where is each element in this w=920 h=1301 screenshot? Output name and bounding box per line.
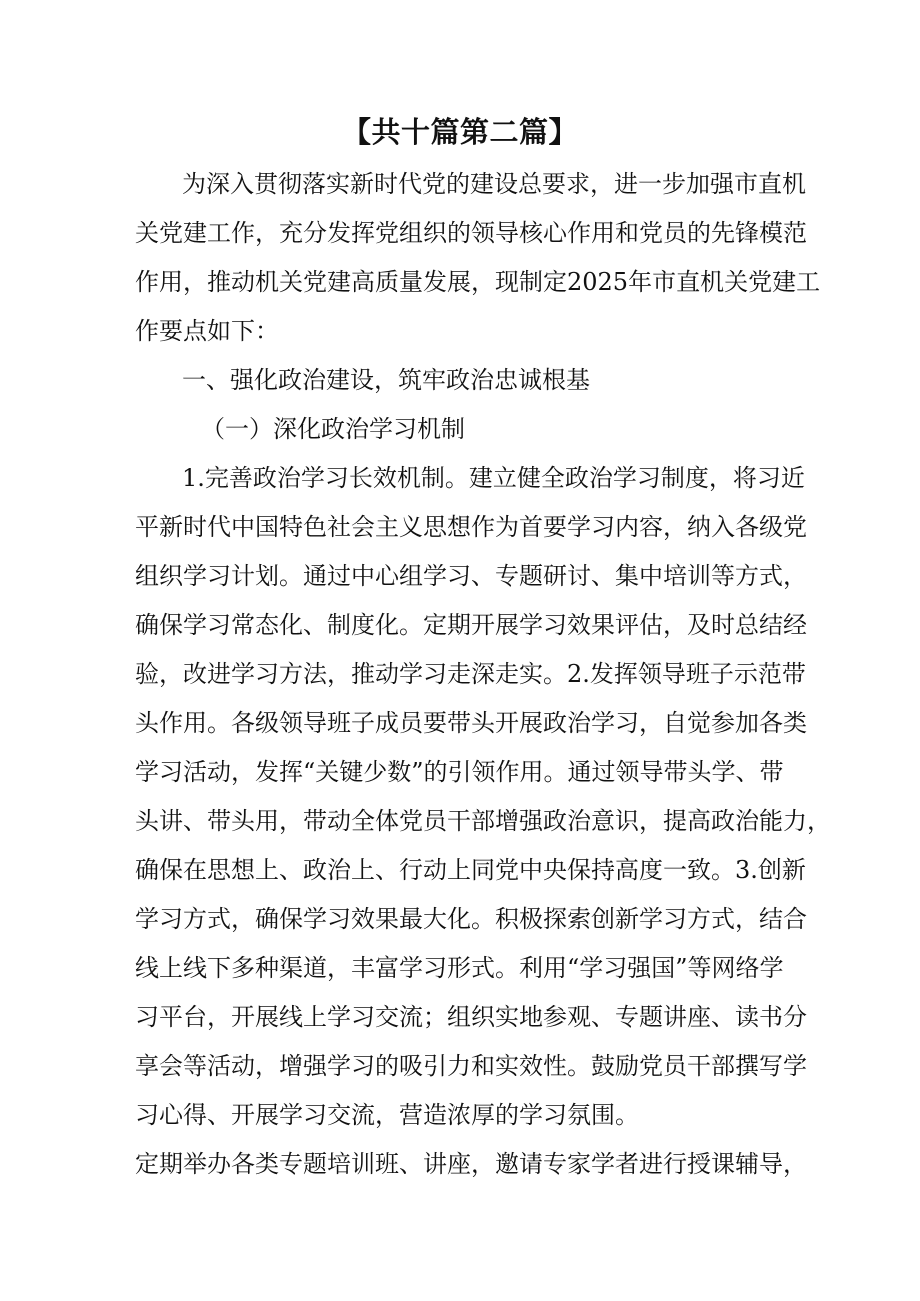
paragraph-line: 学习方式，确保学习效果最大化。积极探索创新学习方式，结合 [135, 905, 807, 933]
paragraph-line: 关党建工作，充分发挥党组织的领导核心作用和党员的先锋模范 [135, 219, 807, 247]
section-heading: 一、强化政治建设，筑牢政治忠诚根基 [182, 366, 590, 394]
paragraph-line: 平新时代中国特色社会主义思想作为首要学习内容，纳入各级党 [135, 513, 807, 541]
paragraph-line: 验，改进学习方法，推动学习走深走实。2.发挥领导班子示范带 [135, 660, 806, 688]
document-title: 【共十篇第二篇】 [341, 115, 578, 149]
paragraph-line: 1.完善政治学习长效机制。建立健全政治学习制度，将习近 [182, 464, 805, 492]
paragraph-line: 习平台，开展线上学习交流；组织实地参观、专题讲座、读书分 [135, 1003, 807, 1031]
paragraph-line: 确保在思想上、政治上、行动上同党中央保持高度一致。3.创新 [135, 856, 806, 884]
paragraph-line: 作要点如下： [135, 317, 279, 345]
paragraph-line: 作用，推动机关党建高质量发展，现制定2025年市直机关党建工 [135, 268, 821, 296]
paragraph-line: 为深入贯彻落实新时代党的建设总要求，进一步加强市直机 [182, 170, 806, 198]
paragraph-line: 头讲、带头用，带动全体党员干部增强政治意识，提高政治能力， [135, 807, 831, 835]
paragraph-line: 学习活动，发挥“关键少数”的引领作用。通过领导带头学、带 [135, 758, 784, 786]
paragraph-line: 享会等活动，增强学习的吸引力和实效性。鼓励党员干部撰写学 [135, 1052, 807, 1080]
paragraph-line: 线上线下多种渠道，丰富学习形式。利用“学习强国”等网络学 [135, 954, 784, 982]
paragraph-line: 确保学习常态化、制度化。定期开展学习效果评估，及时总结经 [135, 611, 807, 639]
paragraph-line: 头作用。各级领导班子成员要带头开展政治学习，自觉参加各类 [135, 709, 807, 737]
paragraph-line: 组织学习计划。通过中心组学习、专题研讨、集中培训等方式， [135, 562, 807, 590]
paragraph-line: 习心得、开展学习交流，营造浓厚的学习氛围。 [135, 1101, 639, 1129]
paragraph-line: 定期举办各类专题培训班、讲座，邀请专家学者进行授课辅导， [135, 1150, 807, 1178]
subsection-heading: （一）深化政治学习机制 [201, 415, 465, 443]
